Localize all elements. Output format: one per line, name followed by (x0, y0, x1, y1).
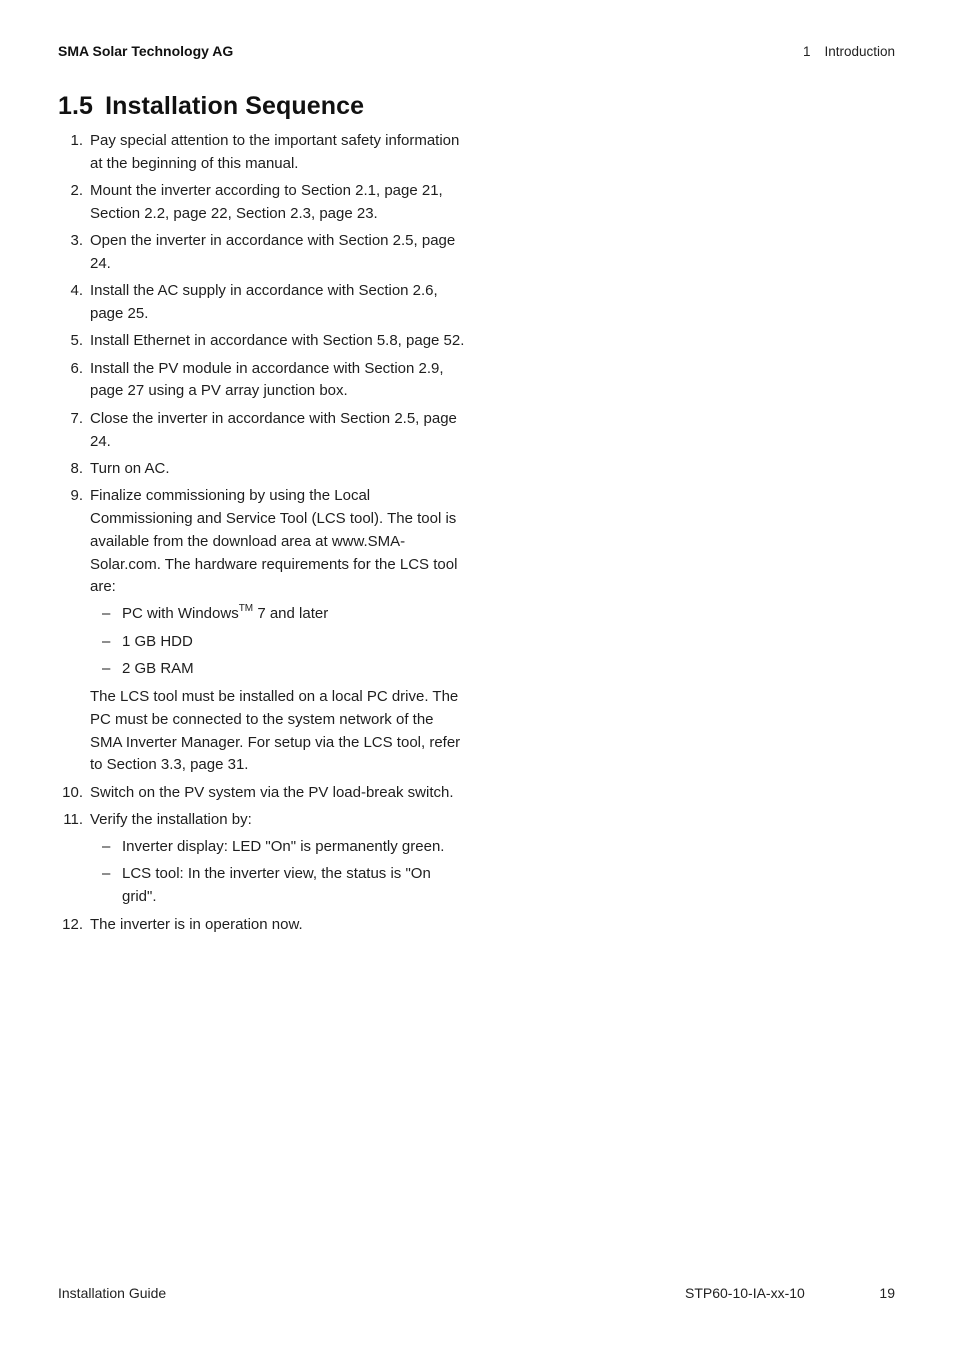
step-number: 4. (70, 282, 83, 300)
list-item-step-12 (58, 914, 468, 937)
requirement-hdd (90, 631, 468, 654)
list-item-step-1 (58, 130, 468, 176)
check-inverter-display (90, 836, 468, 859)
footer-doc-title: Installation Guide (58, 1285, 167, 1301)
step-number: 6. (70, 359, 83, 377)
step-number: 3. (70, 232, 83, 250)
dash-bullet: – (102, 605, 111, 623)
trademark-sup: TM (238, 603, 254, 615)
hardware-requirements-list (90, 603, 468, 681)
lcs-setup-note: The LCS tool must be installed on a local PC drive. The PC must be connected to the system network of the SMA Inverter Manager. For setup via the LCS tool, refer to Section 3.3, page 31. (90, 687, 461, 774)
check-lcs-tool (90, 863, 468, 909)
requirement-pc-suffix: 7 and later (253, 605, 329, 623)
list-item-step-2 (58, 180, 468, 226)
step-number: 10. (62, 783, 83, 801)
step-number: 11. (63, 810, 83, 828)
verification-list (90, 836, 468, 909)
list-item-step-4 (58, 280, 468, 326)
dash-bullet: – (102, 837, 111, 855)
section-number: 1.5 (58, 92, 94, 120)
list-item-step-6 (58, 358, 468, 404)
step-text: Pay special attention to the important safety information at the beginning of this manual. (90, 132, 460, 172)
step-text: Install the AC supply in accordance with Section 2.6, page 25. (90, 282, 438, 323)
requirement-ram (90, 658, 468, 681)
dash-bullet: – (102, 660, 111, 678)
dash-bullet: – (102, 632, 111, 650)
header-chapter-number: 1 (802, 44, 811, 59)
list-item-step-11 (58, 809, 468, 909)
header-chapter-title: Introduction (824, 44, 895, 59)
requirement-pc-text: PC with Windows (122, 605, 239, 623)
dash-bullet: – (102, 865, 111, 883)
check-lcs-text: LCS tool: In the inverter view, the status is "On grid". (122, 865, 431, 906)
step-number: 8. (70, 459, 83, 477)
step-text: Verify the installation by: (90, 810, 252, 828)
section-heading (58, 92, 364, 121)
step-text: Close the inverter in accordance with Section 2.5, page 24. (90, 409, 457, 450)
check-display-text: Inverter display: LED "On" is permanently green. (122, 837, 445, 855)
step-text: Finalize commissioning by using the Local Commissioning and Service Tool (LCS tool). The tool is available from the download area at www.SMA-Solar.com. The hardware requirements for the LCS tool are: (90, 487, 458, 596)
header-chapter (803, 44, 895, 59)
step-number: 1. (70, 132, 83, 149)
installation-steps-list (58, 130, 468, 941)
footer-page-number: 19 (879, 1285, 895, 1301)
step-text: The inverter is in operation now. (90, 915, 303, 933)
step-text: Switch on the PV system via the PV load-break switch. (90, 783, 454, 801)
footer-doc-code: STP60-10-IA-xx-10 (685, 1285, 805, 1301)
step-text: Mount the inverter according to Section 2.1, page 21, Section 2.2, page 22, Section 2.3, page 23. (90, 182, 443, 222)
list-item-step-5 (58, 330, 468, 353)
step-number: 12. (62, 915, 83, 933)
step-text: Turn on AC. (90, 459, 170, 477)
step-number: 7. (70, 409, 83, 427)
list-item-step-3 (58, 230, 468, 276)
list-item-step-8 (58, 458, 468, 481)
list-item-step-7 (58, 408, 468, 454)
section-title: Installation Sequence (105, 92, 365, 120)
list-item-step-9 (58, 485, 468, 777)
step-number: 2. (70, 182, 83, 200)
list-item-step-10 (58, 782, 468, 805)
requirement-pc (90, 603, 468, 626)
requirement-hdd-text: 1 GB HDD (122, 632, 193, 650)
step-text: Open the inverter in accordance with Section 2.5, page 24. (90, 232, 456, 272)
step-number: 5. (70, 332, 83, 350)
step-text: Install Ethernet in accordance with Section 5.8, page 52. (90, 332, 465, 350)
header-company: SMA Solar Technology AG (58, 43, 234, 59)
step-number: 9. (70, 487, 83, 505)
step-text: Install the PV module in accordance with Section 2.9, page 27 using a PV array junction box. (90, 359, 444, 400)
requirement-ram-text: 2 GB RAM (122, 660, 194, 678)
